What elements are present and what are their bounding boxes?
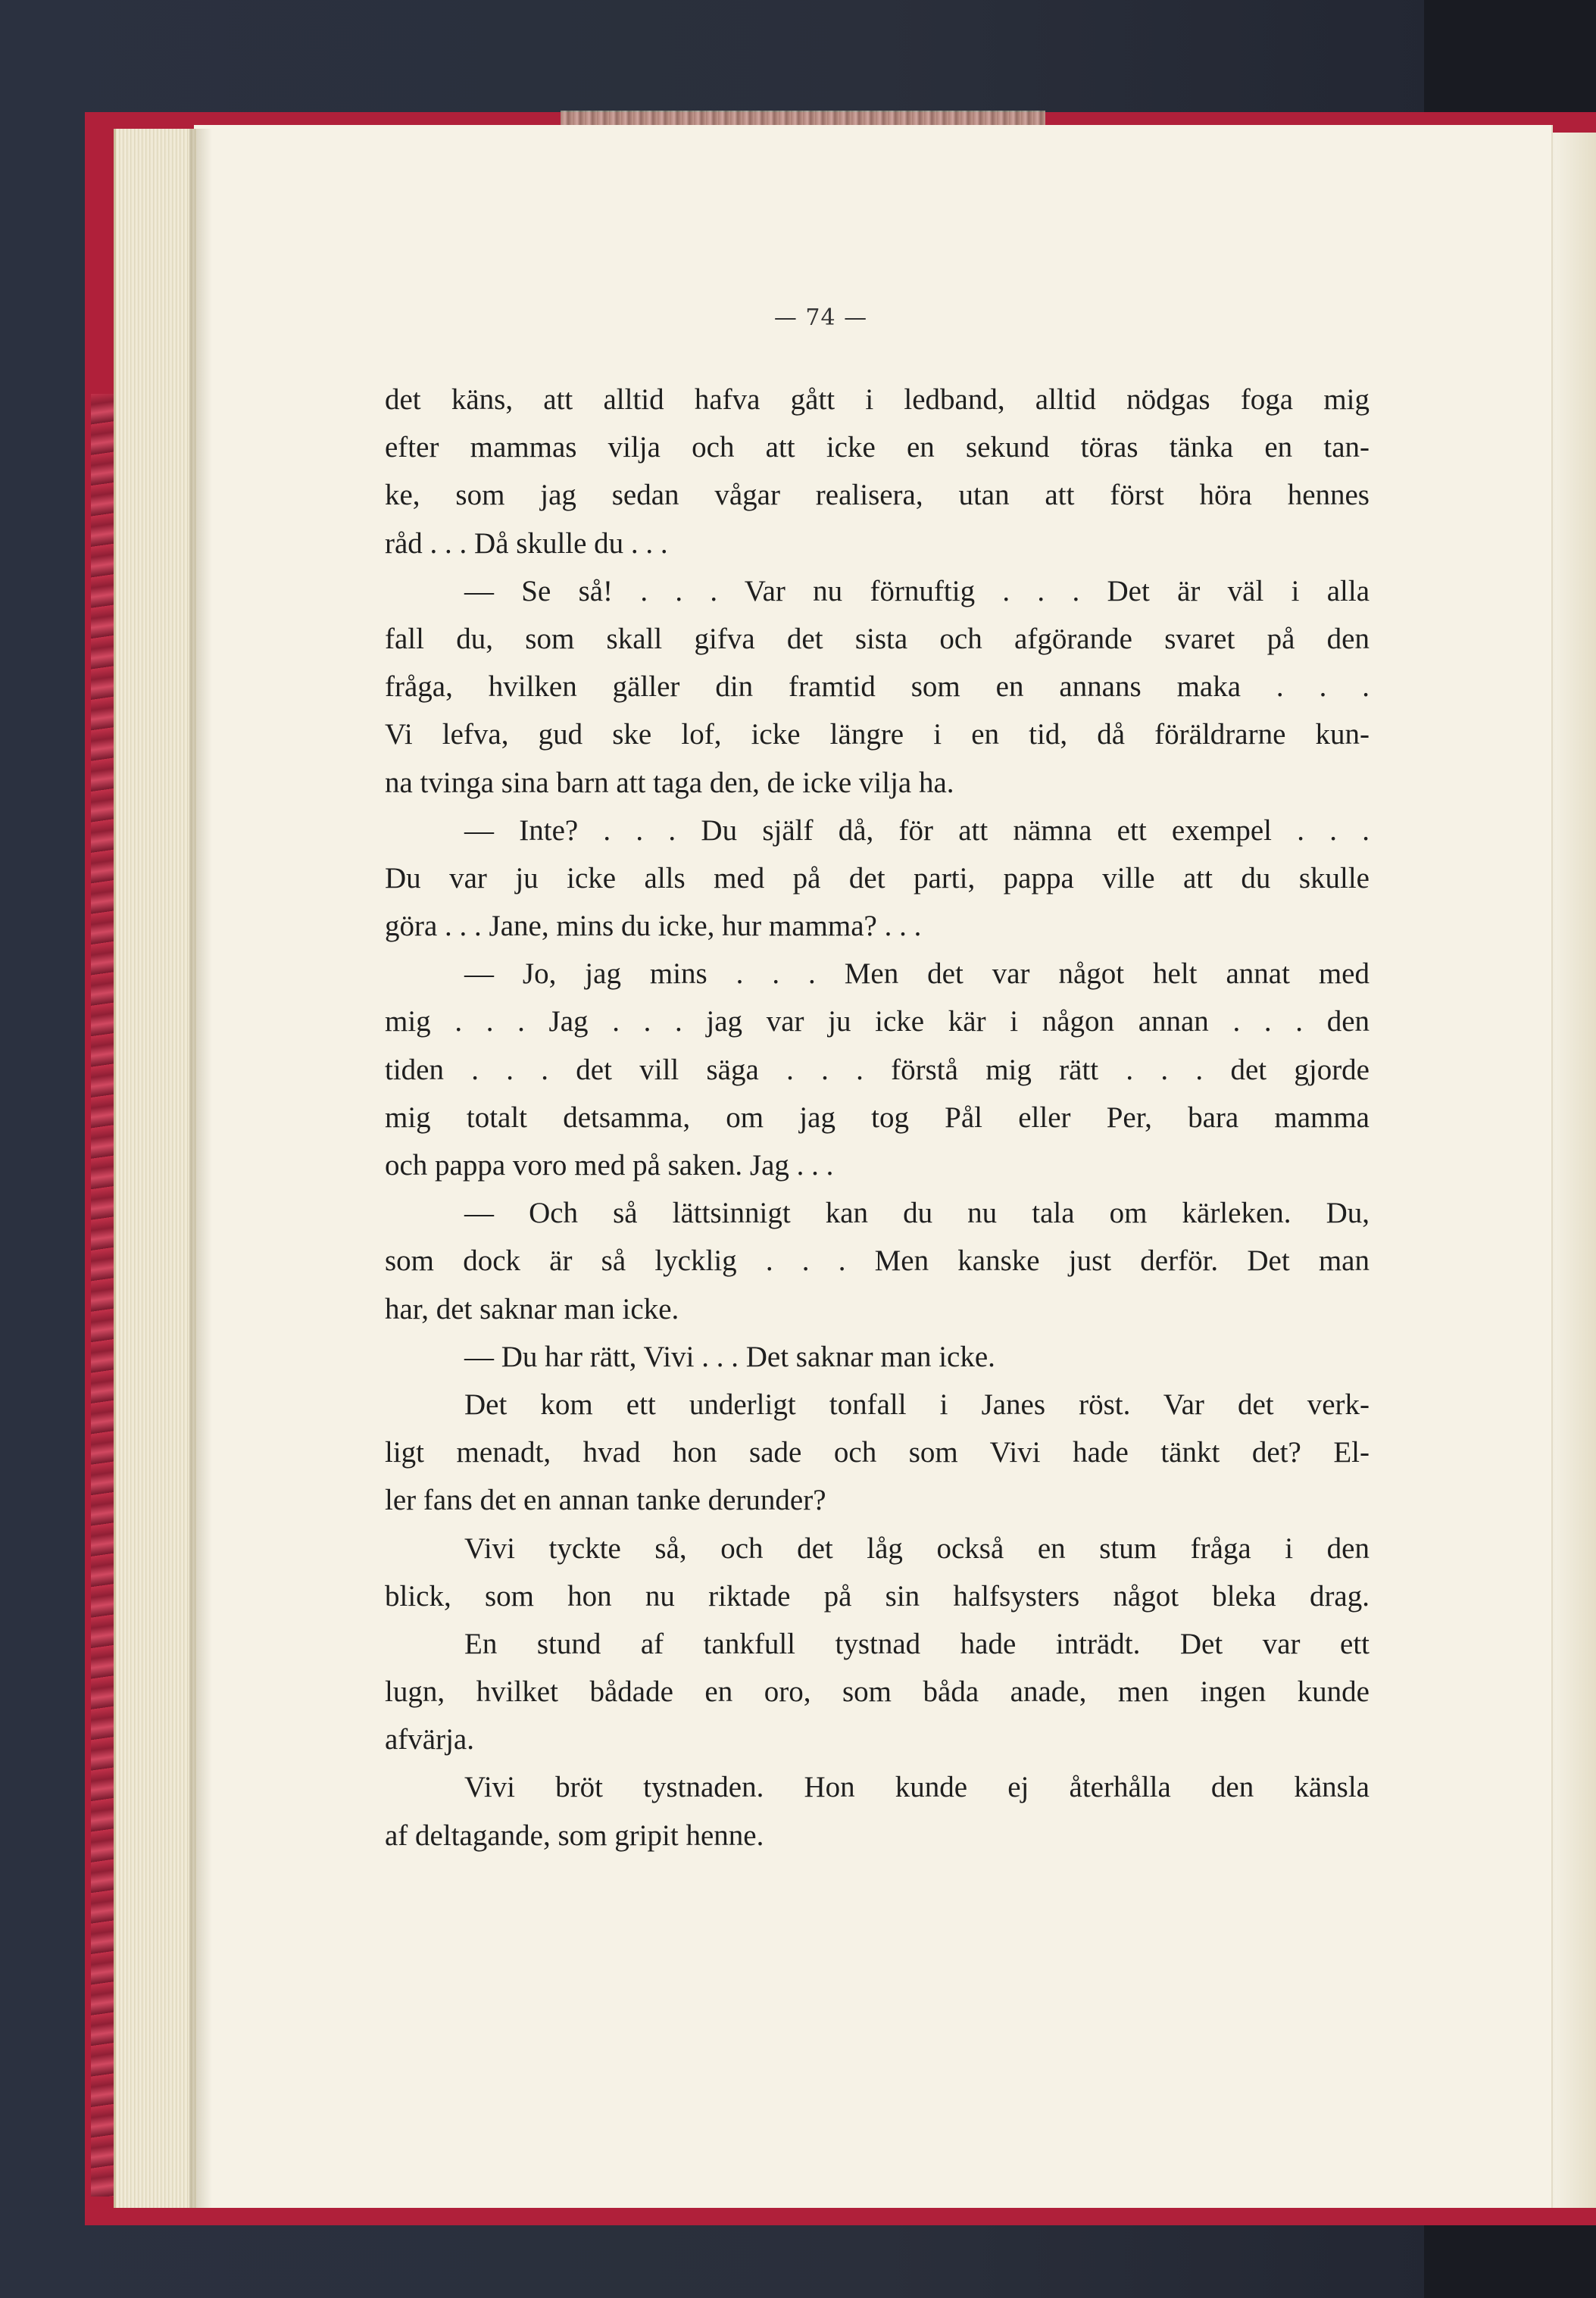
text-line: ke, som jag sedan vågar realisera, utan att först höra hennes [385, 479, 1370, 512]
text-line: ler fans det en annan tanke derunder? [385, 1484, 826, 1517]
text-line: fråga, hvilken gäller din framtid som en annans maka . . . [385, 670, 1370, 704]
text-line: och pappa voro med på saken. Jag . . . [385, 1149, 834, 1182]
text-line: mig . . . Jag . . . jag var ju icke kär i någon annan . . . den [385, 1005, 1370, 1038]
text-line: blick, som hon nu riktade på sin halfsysters något bleka drag. [385, 1579, 1370, 1613]
text-line: Du var ju icke alls med på det parti, pappa ville att du skulle [385, 861, 1370, 895]
text-line: Det kom ett underligt tonfall i Janes röst. Var det verk- [464, 1388, 1370, 1421]
text-line: na tvinga sina barn att taga den, de icke vilja ha. [385, 766, 954, 799]
text-line: af deltagande, som gripit henne. [385, 1819, 764, 1852]
text-line: — Jo, jag mins . . . Men det var något helt annat med [464, 957, 1370, 991]
text-line: fall du, som skall gifva det sista och afgörande svaret på den [385, 622, 1370, 655]
page-number: — 74 — [773, 304, 868, 331]
text-line: — Och så lättsinnigt kan du nu tala om kärleken. Du, [464, 1197, 1370, 1230]
text-line: lugn, hvilket bådade en oro, som båda anade, men ingen kunde [385, 1675, 1370, 1709]
text-line: — Du har rätt, Vivi . . . Det saknar man icke. [464, 1340, 995, 1373]
page-stack-edges [114, 129, 196, 2208]
text-line: mig totalt detsamma, om jag tog Pål eller Per, bara mamma [385, 1101, 1370, 1134]
gutter-shadow [189, 129, 212, 2208]
text-line: tiden . . . det vill säga . . . förstå mig rätt . . . det gjorde [385, 1053, 1370, 1086]
text-line: ligt menadt, hvad hon sade och som Vivi hade tänkt det? El- [385, 1436, 1370, 1469]
text-line: Vivi tyckte så, och det låg också en stum fråga i den [464, 1531, 1370, 1565]
text-line: råd . . . Då skulle du . . . [385, 526, 668, 560]
text-line: göra . . . Jane, mins du icke, hur mamma? . . . [385, 910, 922, 943]
text-line: Vivi bröt tystnaden. Hon kunde ej återhålla den känsla [464, 1771, 1370, 1804]
text-line: afvärja. [385, 1723, 474, 1756]
text-line: det käns, att alltid hafva gått i ledband, alltid nödgas foga mig [385, 383, 1370, 416]
text-line: — Inte? . . . Du själf då, för att nämna ett exempel . . . [464, 813, 1370, 847]
text-line: Vi lefva, gud ske lof, icke längre i en tid, då föräldrarne kun- [385, 718, 1370, 751]
text-line: En stund af tankfull tystnad hade inträdt. Det var ett [464, 1627, 1370, 1660]
text-line: har, det saknar man icke. [385, 1292, 679, 1325]
text-line: efter mammas vilja och att icke en sekund töras tänka en tan- [385, 431, 1370, 464]
text-line: — Se så! . . . Var nu förnuftig . . . Det är väl i alla [464, 574, 1370, 607]
body-text [385, 376, 1370, 1859]
text-line: som dock är så lycklig . . . Men kanske just derför. Det man [385, 1244, 1370, 1278]
